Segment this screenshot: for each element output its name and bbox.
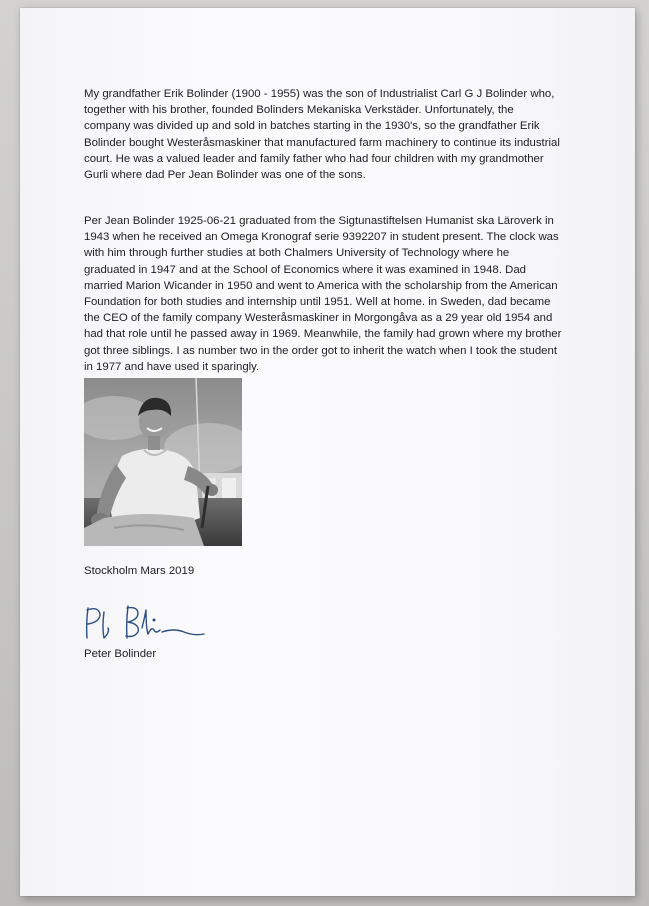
signer-name: Peter Bolinder [84,648,157,660]
document-page [20,8,635,896]
portrait-photo [84,378,242,546]
portrait-photo-graphic [84,378,242,546]
handwritten-signature [80,598,220,648]
paragraph-family-history: My grandfather Erik Bolinder (1900 - 1955) was the son of Industrialist Carl G J Bolinder who, together with his brother, founded Bolinders Mekaniska Verkstäder. Unfortunately, the company was divided up and sold in batches starting in the 1930's, so the grandfather Erik Bolinder bought Westeråsmaskiner that manufactured farm machinery to continue its industrial court. He was a valued leader and family father who had four children with my grandmother Gurli where dad Per Jean Bolinder was one of the sons. [84,88,560,182]
paragraph-watch-story: Per Jean Bolinder 1925-06-21 graduated from the Sigtunastiftelsen Humanist ska Läroverk in 1943 when he received an Omega Kronograf serie 9392207 in student present. The clock was with him through further studies at both Chalmers University of Technology where he graduated in 1947 and at the School of Economics where it was examined in 1948. Dad married Marion Wicander in 1950 and went to America with the scholarship from the American Foundation for both studies and internship until 1951. Well at home. in Sweden, dad became the CEO of the family company Westeråsmaskiner in Morgongåva as a 29 year old 1954 and had that role until he passed away in 1969. Meanwhile, the family had grown where my brother got three siblings. I as number two in the order got to inherit the watch when I took the student in 1977 and have used it sparingly. [84,215,562,373]
place-date: Stockholm Mars 2019 [84,565,195,577]
signature-graphic [80,598,220,648]
